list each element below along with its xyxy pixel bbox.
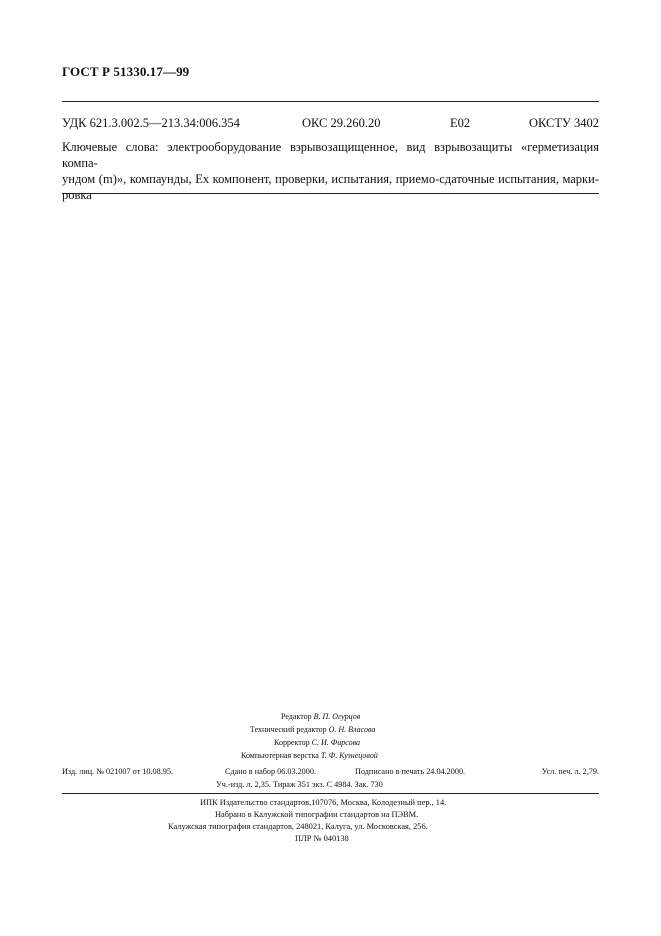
imprint-divider xyxy=(62,793,599,794)
license-info: Изд. лиц. № 021007 от 10.08.95. xyxy=(62,767,173,776)
keywords-line-1: Ключевые слова: электрооборудование взрывозащищенное, вид взрывозащиты «герметизация компа- xyxy=(62,140,599,170)
tech-editor-name: О. Н. Власова xyxy=(328,725,376,734)
imprint-line-2: Уч.-изд. л. 2,35. Тираж 351 экз. С 4984. Зак. 730 xyxy=(216,780,383,789)
tech-editor-label: Технический редактор xyxy=(250,725,327,734)
udk-code: УДК 621.3.002.5—213.34:006.354 xyxy=(62,116,240,130)
okstu-code: ОКСТУ 3402 xyxy=(528,116,599,130)
editor-credit xyxy=(281,711,360,723)
keywords-line-3: ровка xyxy=(62,188,92,202)
layout-credit xyxy=(241,750,378,762)
publisher-line-3: Калужская типография стандартов, 248021, Калуга, ул. Московская, 256. xyxy=(168,822,428,831)
document-standard-number: ГОСТ Р 51330.17—99 xyxy=(62,64,190,79)
editor-name: В. П. Огурцов xyxy=(313,712,361,721)
publisher-line-4: ПЛР № 040138 xyxy=(295,834,349,843)
corrector-name: С. И. Фирсова xyxy=(311,738,360,747)
editor-label: Редактор xyxy=(281,712,312,721)
keywords-line-2: ундом (m)», компаунды, Ex компонент, проверки, испытания, приемо-сдаточные испытания, марки- xyxy=(62,172,599,186)
publisher-line-1: ИПК Издательство стандартов,107076, Москва, Колодезный пер., 14. xyxy=(200,798,447,807)
set-date: Сдано в набор 06.03.2000. xyxy=(225,767,317,776)
group-code: E02 xyxy=(450,116,471,130)
print-sheets: Усл. печ. л. 2,79. xyxy=(541,767,599,776)
tech-editor-credit xyxy=(250,724,375,736)
layout-name: Т. Ф. Кузнецовой xyxy=(320,751,378,760)
keywords-divider xyxy=(62,193,599,194)
corrector-label: Корректор xyxy=(274,738,310,747)
oks-code: ОКС 29.260.20 xyxy=(302,116,381,130)
publisher-line-2: Набрано в Калужской типографии стандартов на ПЭВМ. xyxy=(215,810,419,819)
layout-label: Компьютерная верстка xyxy=(241,751,319,760)
corrector-credit xyxy=(274,737,360,749)
header-divider xyxy=(62,101,599,102)
signed-date: Подписано в печать 24.04.2000. xyxy=(355,767,466,776)
